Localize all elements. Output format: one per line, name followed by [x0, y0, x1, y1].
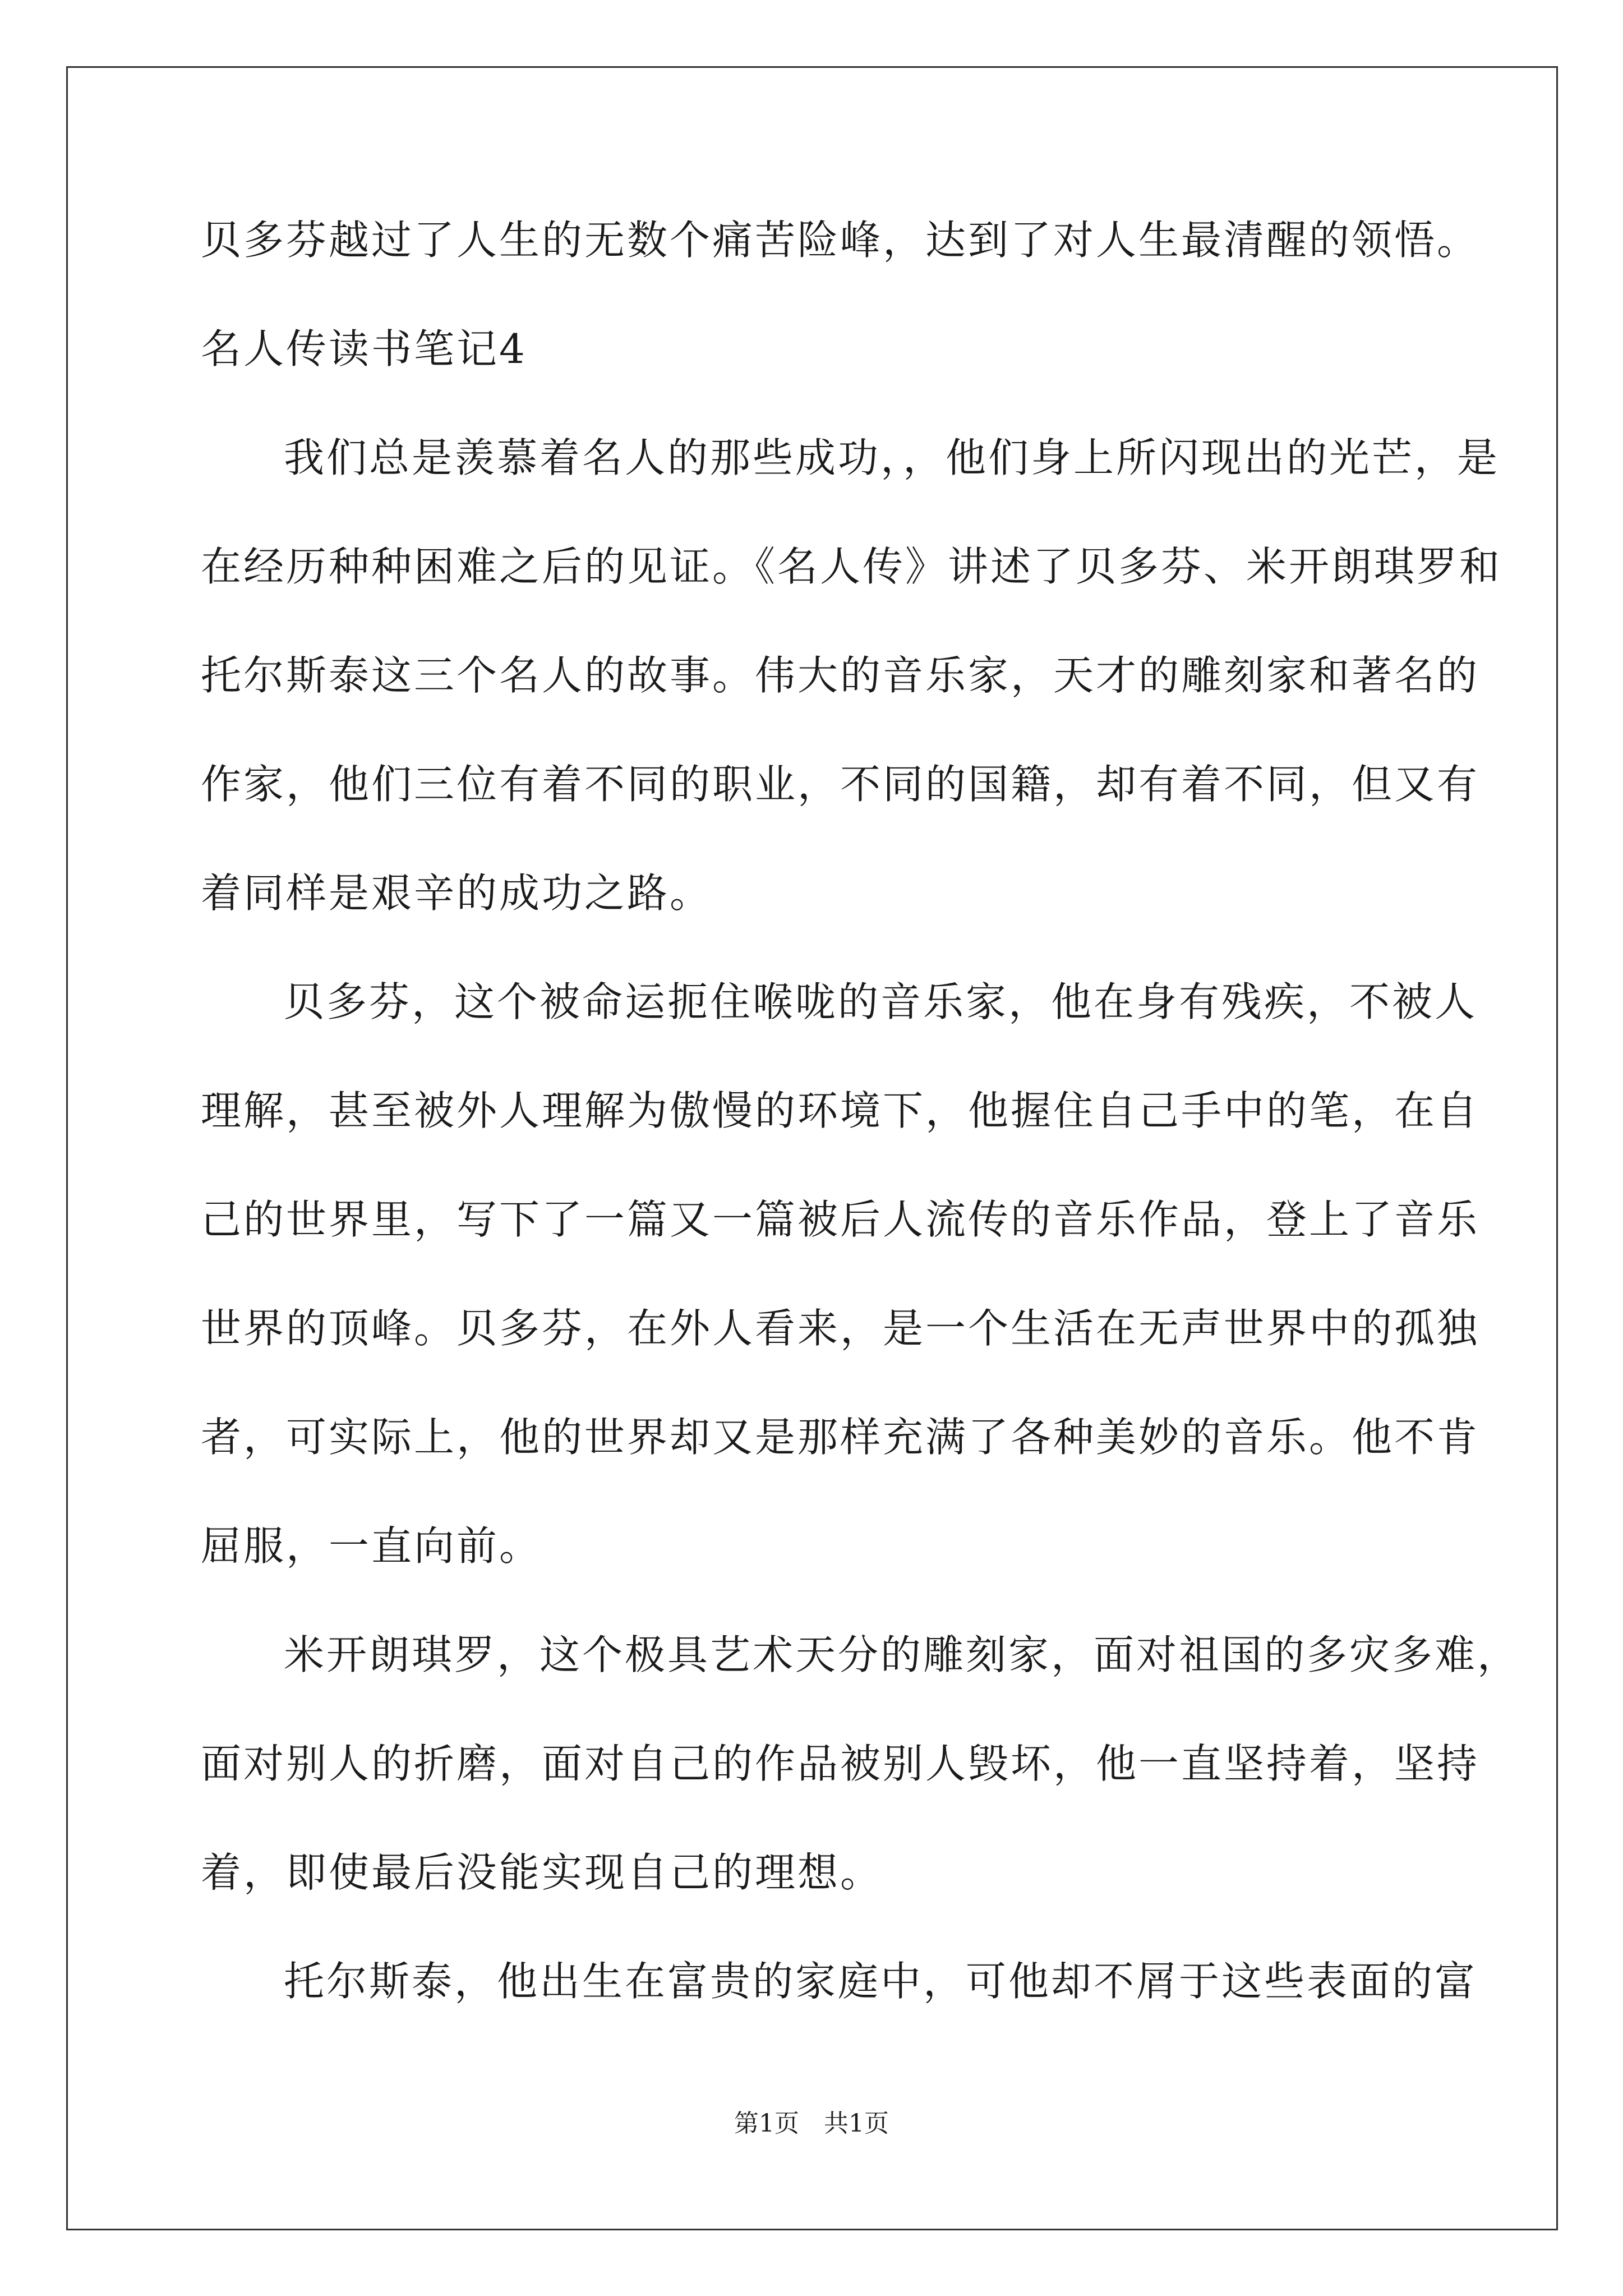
page-footer	[0, 2109, 1623, 2138]
text-line: 贝多芬越过了人生的无数个痛苦险峰，达到了对人生最清醒的领悟。	[201, 217, 1480, 264]
text-line: 屈服，一直向前。	[201, 1522, 542, 1570]
text-line: 己的世界里，写下了一篇又一篇被后人流传的音乐作品，登上了音乐	[201, 1196, 1480, 1243]
text-line: 贝多芬，这个被命运扼住喉咙的音乐家，他在身有残疾，不被人	[284, 978, 1478, 1025]
text-line: 者，可实际上，他的世界却又是那样充满了各种美妙的音乐。他不肯	[201, 1414, 1480, 1461]
page-number: 第1页	[734, 2109, 799, 2138]
section-heading: 名人传读书笔记4	[201, 325, 527, 372]
text-line: 面对别人的折磨，面对自己的作品被别人毁坏，他一直坚持着，坚持	[201, 1740, 1480, 1787]
text-line: 着，即使最后没能实现自己的理想。	[201, 1849, 883, 1896]
text-line: 作家，他们三位有着不同的职业，不同的国籍，却有着不同，但又有	[201, 761, 1480, 808]
text-line: 着同样是艰辛的成功之路。	[201, 869, 713, 917]
text-line: 在经历种种困难之后的见证。《名人传》讲述了贝多芬、米开朗琪罗和	[201, 543, 1502, 590]
text-line: 托尔斯泰，他出生在富贵的家庭中，可他却不屑于这些表面的富	[284, 1958, 1478, 2005]
text-line: 托尔斯泰这三个名人的故事。伟大的音乐家，天才的雕刻家和著名的	[201, 652, 1480, 699]
text-line: 世界的顶峰。贝多芬，在外人看来，是一个生活在无声世界中的孤独	[201, 1305, 1480, 1352]
text-line: 米开朗琪罗，这个极具艺术天分的雕刻家，面对祖国的多灾多难，	[284, 1631, 1520, 1678]
text-line: 理解，甚至被外人理解为傲慢的环境下，他握住自己手中的笔，在自	[201, 1087, 1480, 1134]
document-body	[201, 213, 1520, 2063]
total-pages: 共1页	[824, 2109, 889, 2138]
text-line: 我们总是羡慕着名人的那些成功，，他们身上所闪现出的光芒，是	[284, 434, 1500, 481]
